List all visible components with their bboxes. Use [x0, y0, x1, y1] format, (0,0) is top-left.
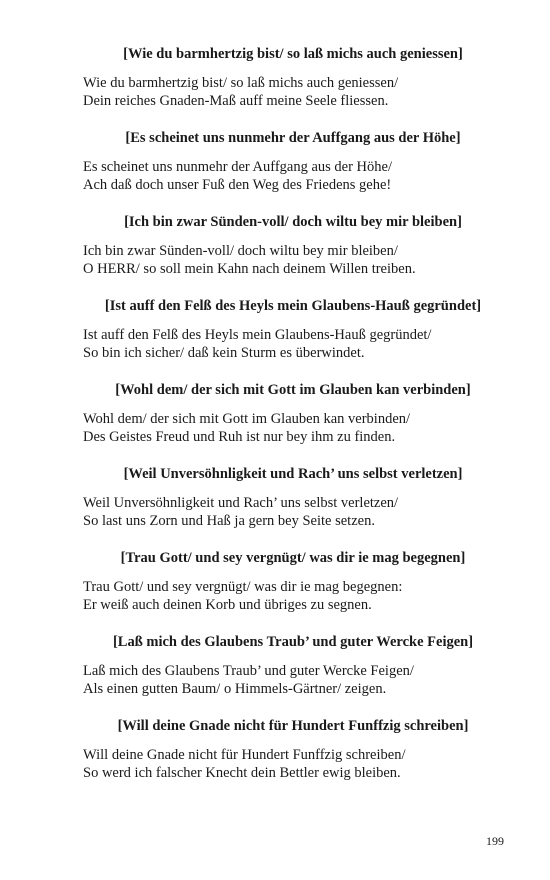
verse-line: Ach daß doch unser Fuß den Weg des Friedens gehe! [83, 177, 392, 193]
verse-line: Dein reiches Gnaden-Maß auff meine Seele fliessen. [83, 93, 389, 109]
epigram-entry [83, 296, 503, 380]
epigram-entry [83, 716, 503, 800]
verse-line: Ich bin zwar Sünden-voll/ doch wiltu bey mir bleiben/ [83, 243, 398, 259]
verse-line: Als einen gutten Baum/ o Himmels-Gärtner/ zeigen. [83, 681, 387, 697]
epigram-entry [83, 212, 503, 296]
epigram-heading: [Wohl dem/ der sich mit Gott im Glauben kan verbinden] [115, 382, 471, 398]
epigram-heading: [Laß mich des Glaubens Traub’ und guter Wercke Feigen] [112, 634, 474, 650]
epigram-verse [83, 410, 503, 446]
verse-line: Er weiß auch deinen Korb und übriges zu segnen. [83, 597, 372, 613]
epigram-verse [83, 158, 503, 194]
epigram-heading: [Ich bin zwar Sünden-voll/ doch wiltu bey mir bleiben] [124, 214, 462, 230]
epigram-verse [83, 746, 503, 782]
verse-line: So bin ich sicher/ daß kein Sturm es überwindet. [83, 345, 365, 361]
epigram-entry [83, 380, 503, 464]
verse-line: Es scheinet uns nunmehr der Auffgang aus der Höhe/ [83, 159, 392, 175]
epigram-heading: [Es scheinet uns nunmehr der Auffgang aus der Höhe] [125, 130, 461, 146]
epigram-entry [83, 44, 503, 128]
epigram-verse [83, 662, 503, 698]
epigram-verse [83, 326, 503, 362]
epigram-list [83, 44, 503, 800]
verse-line: Ist auff den Felß des Heyls mein Glaubens-Hauß gegründet/ [83, 327, 432, 343]
verse-line: Wohl dem/ der sich mit Gott im Glauben kan verbinden/ [83, 411, 411, 427]
epigram-heading: [Trau Gott/ und sey vergnügt/ was dir ie mag begegnen] [120, 550, 466, 566]
epigram-entry [83, 548, 503, 632]
verse-line: So werd ich falscher Knecht dein Bettler ewig bleiben. [83, 765, 401, 781]
verse-line: So last uns Zorn und Haß ja gern bey Seite setzen. [83, 513, 375, 529]
verse-line: Des Geistes Freud und Ruh ist nur bey ihm zu finden. [83, 429, 396, 445]
verse-line: Laß mich des Glaubens Traub’ und guter Wercke Feigen/ [83, 663, 414, 679]
epigram-entry [83, 128, 503, 212]
verse-line: O HERR/ so soll mein Kahn nach deinem Willen treiben. [83, 261, 416, 277]
epigram-verse [83, 74, 503, 110]
verse-line: Trau Gott/ und sey vergnügt/ was dir ie mag begegnen: [83, 579, 403, 595]
epigram-heading: [Will deine Gnade nicht für Hundert Funffzig schreiben] [117, 718, 469, 734]
epigram-heading: [Wie du barmhertzig bist/ so laß michs auch geniessen] [123, 46, 463, 62]
epigram-entry [83, 632, 503, 716]
epigram-verse [83, 494, 503, 530]
page-number: 199 [486, 834, 504, 848]
epigram-verse [83, 242, 503, 278]
verse-line: Wie du barmhertzig bist/ so laß michs auch geniessen/ [83, 75, 399, 91]
verse-line: Weil Unversöhnligkeit und Rach’ uns selbst verletzen/ [83, 495, 399, 511]
epigram-heading: [Ist auff den Felß des Heyls mein Glaubens-Hauß gegründet] [104, 298, 482, 314]
epigram-heading: [Weil Unversöhnligkeit und Rach’ uns selbst verletzen] [123, 466, 463, 482]
epigram-entry [83, 464, 503, 548]
epigram-verse [83, 578, 503, 614]
verse-line: Will deine Gnade nicht für Hundert Funffzig schreiben/ [83, 747, 406, 763]
